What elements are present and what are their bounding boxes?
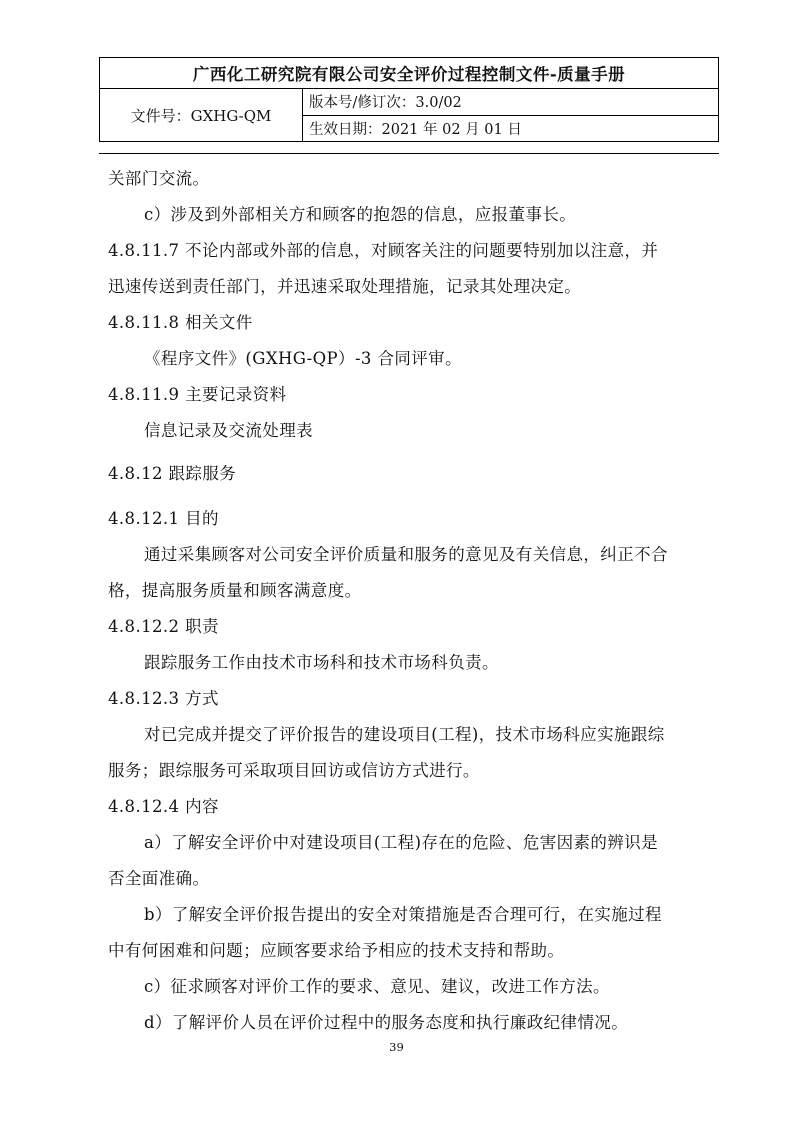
body-line: 《程序文件》(GXHG-QP）-3 合同评审。: [144, 349, 462, 368]
body-line: 服务；跟综服务可采取项目回访或信访方式进行。: [108, 761, 480, 780]
body-line: 中有何困难和问题；应顾客要求给予相应的技术支持和帮助。: [108, 941, 565, 960]
document-title: 广西化工研究院有限公司安全评价过程控制文件-质量手册: [100, 58, 719, 89]
body-line: d）了解评价人员在评价过程中的服务态度和执行廉政纪律情况。: [144, 1013, 629, 1032]
body-line: 迅速传送到责任部门，并迅速采取处理措施，记录其处理决定。: [108, 277, 582, 296]
body-line: 否全面准确。: [108, 869, 210, 888]
body-line: 跟踪服务工作由技术市场科和技术市场科负责。: [144, 653, 499, 672]
header-divider: [99, 153, 719, 154]
section-heading: 4.8.11.8 相关文件: [108, 313, 253, 332]
body-line: 信息记录及交流处理表: [144, 421, 313, 440]
section-heading: 4.8.12 跟踪服务: [108, 464, 237, 483]
page-number: 39: [389, 1040, 404, 1054]
body-line: 4.8.11.7 不论内部或外部的信息，对顾客关注的问题要特别加以注意，并: [108, 241, 659, 260]
section-heading: 4.8.12.1 目的: [108, 509, 219, 528]
document-header-table: [99, 57, 719, 142]
section-heading: 4.8.12.2 职责: [108, 617, 219, 636]
body-line: 对已完成并提交了评价报告的建设项目(工程)，技术市场科应实施跟综: [144, 725, 665, 744]
document-number: 文件号：GXHG-QM: [100, 89, 303, 142]
body-line: 关部门交流。: [108, 169, 210, 188]
section-heading: 4.8.11.9 主要记录资料: [108, 385, 287, 404]
body-line: c）涉及到外部相关方和顾客的抱怨的信息，应报董事长。: [144, 205, 577, 224]
version-info: 版本号/修订次：3.0/02: [303, 89, 719, 116]
body-line: 格，提高服务质量和顾客满意度。: [108, 581, 362, 600]
section-heading: 4.8.12.3 方式: [108, 689, 219, 708]
body-line: b）了解安全评价报告提出的安全对策措施是否合理可行，在实施过程: [144, 905, 662, 924]
section-heading: 4.8.12.4 内容: [108, 797, 219, 816]
body-line: c）征求顾客对评价工作的要求、意见、建议，改进工作方法。: [144, 977, 610, 996]
body-line: 通过采集顾客对公司安全评价质量和服务的意见及有关信息，纠正不合: [144, 545, 668, 564]
body-line: a）了解安全评价中对建设项目(工程)存在的危险、危害因素的辨识是: [144, 833, 659, 852]
effective-date: 生效日期：2021 年 02 月 01 日: [303, 115, 719, 142]
